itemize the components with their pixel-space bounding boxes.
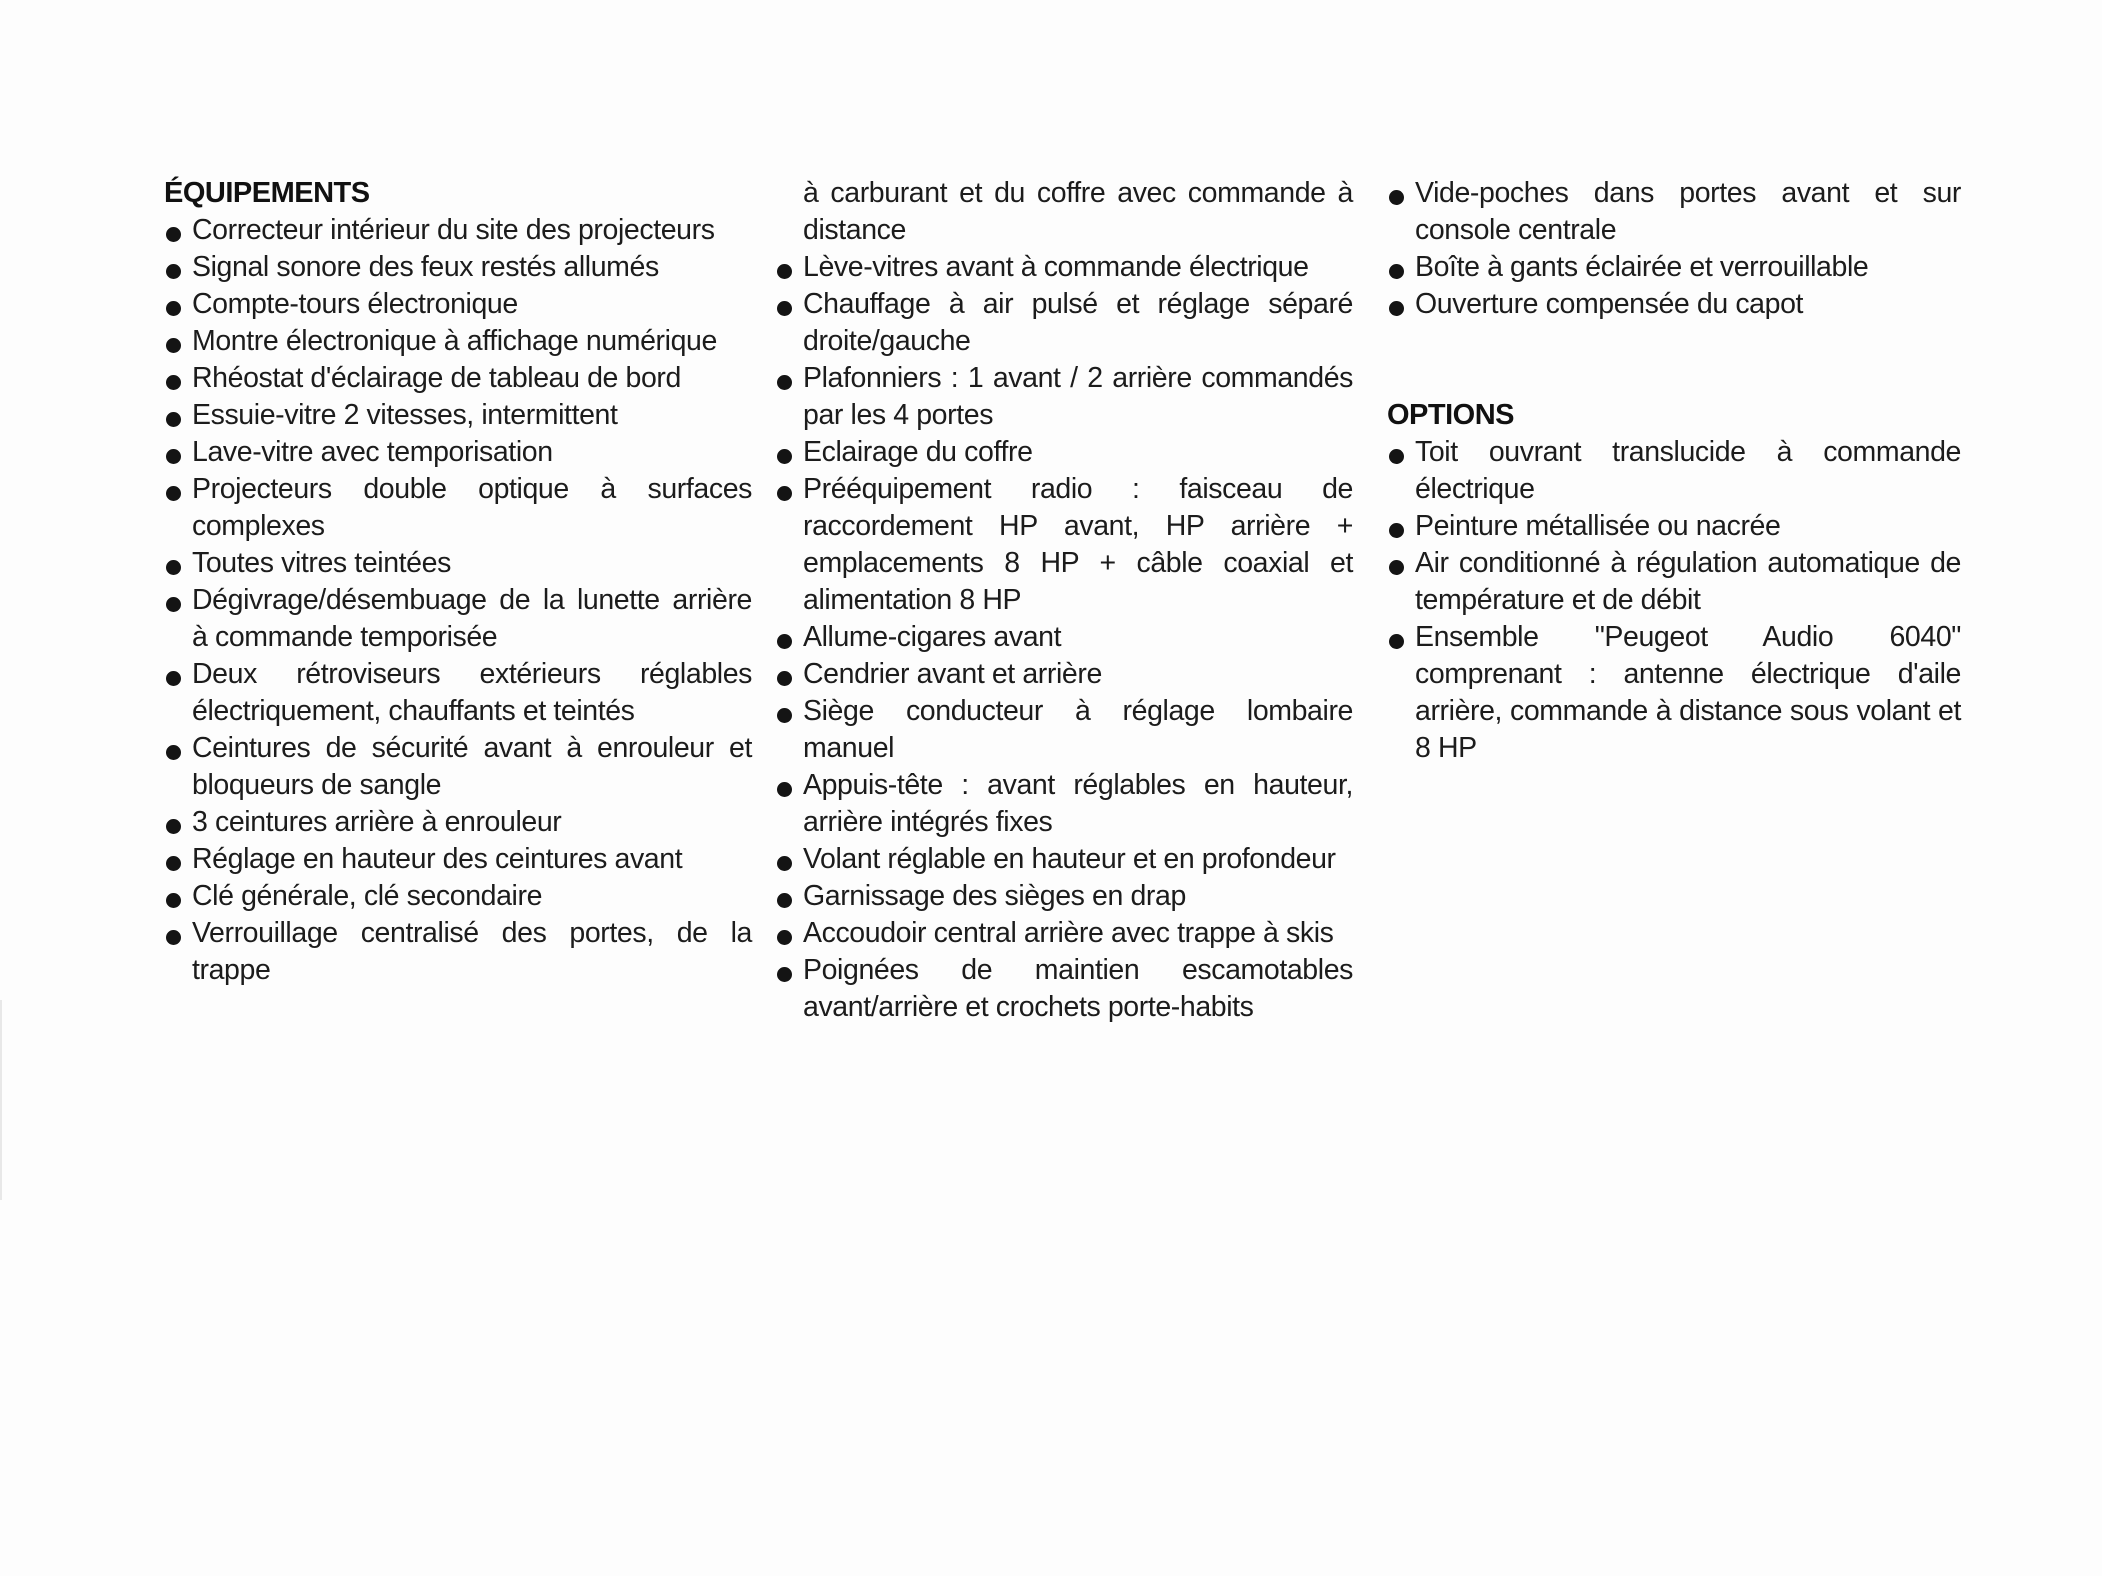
- bullet-icon: [777, 856, 792, 871]
- bullet-icon: [777, 893, 792, 908]
- list-item: [1387, 434, 1961, 508]
- bullet-icon: [166, 893, 181, 908]
- bullet-icon: [777, 671, 792, 686]
- list-item: [775, 952, 1353, 1026]
- list-item: [775, 286, 1353, 360]
- bullet-icon: [166, 560, 181, 575]
- list-item-text: Montre électronique à affichage numérique: [192, 325, 717, 357]
- list-item-text: Garnissage des sièges en drap: [803, 880, 1186, 912]
- bullet-icon: [777, 967, 792, 982]
- bullet-icon: [166, 412, 181, 427]
- list-item: [164, 434, 752, 471]
- list-item-text: Dégivrage/désembuage de la lunette arrière à commande temporisée: [192, 584, 752, 653]
- list-item-text: Correcteur intérieur du site des projecteurs: [192, 214, 715, 246]
- list-item-text: Cendrier avant et arrière: [803, 658, 1102, 690]
- list-item: [775, 878, 1353, 915]
- list-item-text: Verrouillage centralisé des portes, de la trappe: [192, 917, 752, 986]
- bullet-icon: [166, 597, 181, 612]
- bullet-icon: [777, 375, 792, 390]
- list-item: [164, 841, 752, 878]
- bullet-icon: [777, 708, 792, 723]
- list-item-text: à carburant et du coffre avec commande à distance: [803, 177, 1353, 246]
- bullet-icon: [166, 671, 181, 686]
- list-item-text: Ouverture compensée du capot: [1415, 288, 1804, 320]
- bullet-icon: [166, 375, 181, 390]
- bullet-icon: [166, 745, 181, 760]
- bullet-icon: [1389, 523, 1404, 538]
- bullet-icon: [777, 486, 792, 501]
- bullet-icon: [1389, 449, 1404, 464]
- list-item: [775, 619, 1353, 656]
- list-item: [164, 656, 752, 730]
- list-item-text: Deux rétroviseurs extérieurs réglables électriquement, chauffants et teintés: [192, 658, 752, 727]
- equipements-list: [164, 212, 752, 989]
- list-item-text: Compte-tours électronique: [192, 288, 518, 320]
- list-item: [164, 471, 752, 545]
- list-item: [164, 915, 752, 989]
- bullet-icon: [777, 634, 792, 649]
- bullet-icon: [166, 486, 181, 501]
- bullet-icon: [166, 819, 181, 834]
- bullet-icon: [166, 338, 181, 353]
- list-item-text: Ensemble "Peugeot Audio 6040" comprenant : antenne électrique d'aile arrière, commande à distance sous volant et 8 HP: [1415, 621, 1961, 764]
- list-item-text: Rhéostat d'éclairage de tableau de bord: [192, 362, 681, 394]
- bullet-icon: [166, 227, 181, 242]
- bullet-icon: [777, 930, 792, 945]
- list-item-text: Allume-cigares avant: [803, 621, 1062, 653]
- list-item-text: Chauffage à air pulsé et réglage séparé droite/gauche: [803, 288, 1353, 357]
- list-item: [775, 915, 1353, 952]
- list-item-text: Signal sonore des feux restés allumés: [192, 251, 659, 283]
- list-item-text: Plafonniers : 1 avant / 2 arrière commandés par les 4 portes: [803, 362, 1353, 431]
- list-item: [775, 693, 1353, 767]
- list-item-text: Poignées de maintien escamotables avant/arrière et crochets porte-habits: [803, 954, 1353, 1023]
- bullet-icon: [777, 782, 792, 797]
- list-item: [164, 582, 752, 656]
- list-item: [775, 434, 1353, 471]
- list-item: [164, 878, 752, 915]
- list-item: [1387, 508, 1961, 545]
- list-item-text: Vide-poches dans portes avant et sur console centrale: [1415, 177, 1961, 246]
- bullet-icon: [777, 449, 792, 464]
- list-item: [164, 545, 752, 582]
- list-item-text: Peinture métallisée ou nacrée: [1415, 510, 1781, 542]
- list-item-text: Projecteurs double optique à surfaces complexes: [192, 473, 752, 542]
- list-item-text: 3 ceintures arrière à enrouleur: [192, 806, 562, 838]
- list-item-text: Eclairage du coffre: [803, 436, 1033, 468]
- list-item-text: Réglage en hauteur des ceintures avant: [192, 843, 683, 875]
- column-equipements: [164, 175, 752, 989]
- bullet-icon: [1389, 634, 1404, 649]
- list-item: [164, 323, 752, 360]
- equipements-list-continued: [775, 175, 1353, 1026]
- bullet-icon: [166, 449, 181, 464]
- section-gap: [1387, 323, 1961, 397]
- list-item: [164, 286, 752, 323]
- list-item: [164, 212, 752, 249]
- list-item-text: Toit ouvrant translucide à commande électrique: [1415, 436, 1961, 505]
- list-item: [775, 767, 1353, 841]
- list-item: [164, 804, 752, 841]
- list-item-text: Ceintures de sécurité avant à enrouleur et bloqueurs de sangle: [192, 732, 752, 801]
- equipements-heading: ÉQUIPEMENTS: [164, 177, 370, 209]
- bullet-icon: [166, 264, 181, 279]
- list-item: [775, 360, 1353, 434]
- bullet-icon: [1389, 190, 1404, 205]
- bullet-icon: [166, 856, 181, 871]
- list-item-text: Essuie-vitre 2 vitesses, intermittent: [192, 399, 618, 431]
- list-item: [1387, 619, 1961, 767]
- list-item: [1387, 286, 1961, 323]
- list-item: [164, 397, 752, 434]
- list-item: [164, 730, 752, 804]
- bullet-icon: [777, 301, 792, 316]
- equipements-list-end: [1387, 175, 1961, 323]
- bullet-icon: [166, 301, 181, 316]
- list-item-text: Boîte à gants éclairée et verrouillable: [1415, 251, 1869, 283]
- list-item-text: Lave-vitre avec temporisation: [192, 436, 553, 468]
- bullet-icon: [166, 930, 181, 945]
- options-heading: OPTIONS: [1387, 399, 1515, 431]
- scan-edge-shadow: [0, 1000, 2, 1200]
- list-item-text: Clé générale, clé secondaire: [192, 880, 543, 912]
- bullet-icon: [777, 264, 792, 279]
- list-item-text: Appuis-tête : avant réglables en hauteur, arrière intégrés fixes: [803, 769, 1353, 838]
- options-list: [1387, 434, 1961, 767]
- list-item: [1387, 545, 1961, 619]
- list-item-continuation: [775, 175, 1353, 249]
- list-item-text: Accoudoir central arrière avec trappe à skis: [803, 917, 1334, 949]
- bullet-icon: [1389, 264, 1404, 279]
- list-item: [164, 360, 752, 397]
- column-options: [1387, 175, 1961, 767]
- list-item: [1387, 175, 1961, 249]
- column-equipements-continued: [775, 175, 1353, 1026]
- list-item-text: Prééquipement radio : faisceau de raccordement HP avant, HP arrière + emplacements 8 HP + câble coaxial et alimentation 8 HP: [803, 473, 1353, 616]
- list-item: [775, 471, 1353, 619]
- list-item-text: Siège conducteur à réglage lombaire manuel: [803, 695, 1353, 764]
- bullet-icon: [1389, 301, 1404, 316]
- list-item: [1387, 249, 1961, 286]
- list-item-text: Toutes vitres teintées: [192, 547, 451, 579]
- list-item: [775, 656, 1353, 693]
- list-item-text: Volant réglable en hauteur et en profondeur: [803, 843, 1336, 875]
- bullet-icon: [1389, 560, 1404, 575]
- list-item: [775, 249, 1353, 286]
- list-item: [164, 249, 752, 286]
- list-item-text: Lève-vitres avant à commande électrique: [803, 251, 1309, 283]
- list-item-text: Air conditionné à régulation automatique de température et de débit: [1415, 547, 1961, 616]
- list-item: [775, 841, 1353, 878]
